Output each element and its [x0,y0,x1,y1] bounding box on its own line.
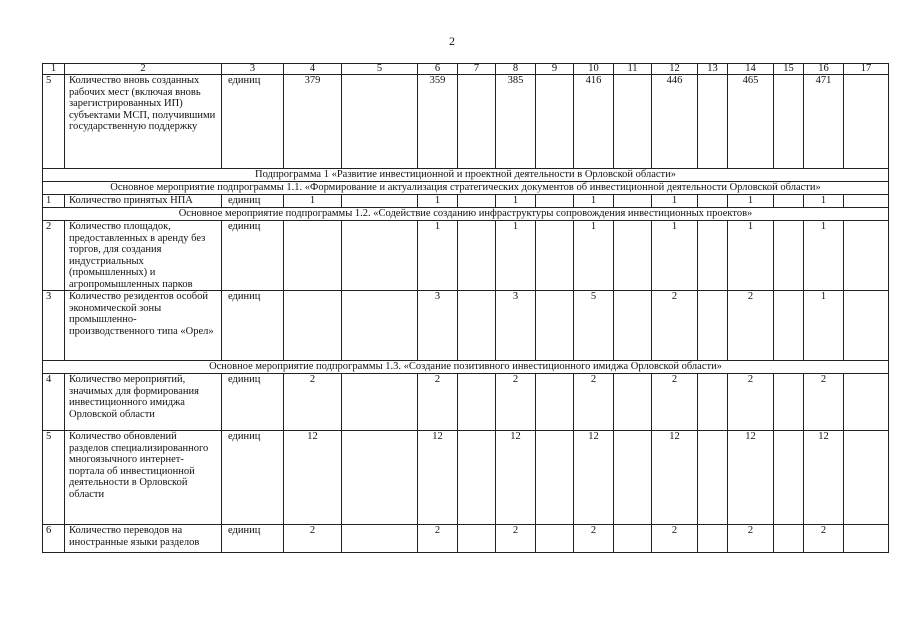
value-cell: 1 [652,221,698,291]
value-cell [844,525,889,553]
value-cell: 1 [574,195,614,208]
value-cell [458,195,496,208]
value-cell: 385 [496,75,536,169]
table-row [43,75,889,169]
row-number: 4 [43,374,65,431]
value-cell [774,75,804,169]
value-cell [698,221,728,291]
value-cell: 1 [496,221,536,291]
value-cell: 2 [728,525,774,553]
value-cell [774,374,804,431]
value-cell [458,431,496,525]
value-cell [614,374,652,431]
value-cell [614,221,652,291]
column-number: 10 [574,64,614,75]
value-cell [342,195,418,208]
value-cell [614,291,652,361]
value-cell: 379 [284,75,342,169]
value-cell: 471 [804,75,844,169]
column-number: 2 [65,64,222,75]
unit-cell: единиц [222,525,284,553]
section-header-row [43,182,889,195]
value-cell: 2 [574,374,614,431]
value-cell [342,374,418,431]
indicator-name: Количество вновь созданных рабочих мест (включая вновь зарегистрированных ИП) субъектами МСП, получившими государственную поддержку [65,75,222,169]
value-cell: 2 [284,374,342,431]
value-cell [844,291,889,361]
value-cell: 1 [496,195,536,208]
value-cell [844,374,889,431]
value-cell: 1 [804,221,844,291]
value-cell: 12 [418,431,458,525]
column-number-row [43,64,889,75]
value-cell: 2 [804,525,844,553]
value-cell [458,525,496,553]
value-cell [844,431,889,525]
column-number: 9 [536,64,574,75]
value-cell [774,525,804,553]
value-cell: 12 [284,431,342,525]
indicators-table [42,63,889,553]
row-number: 2 [43,221,65,291]
indicator-name: Количество площадок, предоставленных в аренду без торгов, для создания индустриальных (промышленных) и агропромышленных парков [65,221,222,291]
value-cell: 1 [418,221,458,291]
value-cell [284,291,342,361]
value-cell [342,291,418,361]
value-cell [614,195,652,208]
value-cell: 1 [804,195,844,208]
value-cell [614,525,652,553]
value-cell [536,374,574,431]
value-cell: 2 [652,525,698,553]
value-cell: 1 [418,195,458,208]
value-cell: 2 [418,374,458,431]
section-title: Основное мероприятие подпрограммы 1.1. «Формирование и актуализация стратегических документов об инвестиционной деятельности Орловской области» [43,182,889,195]
column-number: 5 [342,64,418,75]
value-cell: 2 [284,525,342,553]
table-row [43,291,889,361]
value-cell: 2 [728,374,774,431]
value-cell: 12 [728,431,774,525]
column-number: 8 [496,64,536,75]
column-number: 17 [844,64,889,75]
page-number: 2 [449,34,455,48]
value-cell: 465 [728,75,774,169]
section-title: Основное мероприятие подпрограммы 1.2. «Содействие созданию инфраструктуры сопровождения инвестиционных проектов» [43,208,889,221]
column-number: 4 [284,64,342,75]
value-cell [698,374,728,431]
value-cell: 1 [728,195,774,208]
table-row [43,525,889,553]
value-cell [458,221,496,291]
value-cell [458,374,496,431]
value-cell: 2 [496,525,536,553]
unit-cell: единиц [222,291,284,361]
section-title: Подпрограмма 1 «Развитие инвестиционной и проектной деятельности в Орловской области» [43,169,889,182]
value-cell [536,221,574,291]
indicator-name: Количество переводов на иностранные языки разделов [65,525,222,553]
value-cell: 1 [652,195,698,208]
value-cell: 2 [652,374,698,431]
value-cell [844,221,889,291]
column-number: 11 [614,64,652,75]
row-number: 5 [43,75,65,169]
value-cell [342,221,418,291]
column-number: 6 [418,64,458,75]
section-header-row [43,208,889,221]
value-cell [536,431,574,525]
value-cell: 12 [652,431,698,525]
value-cell: 446 [652,75,698,169]
value-cell: 3 [418,291,458,361]
table-row [43,431,889,525]
value-cell [342,525,418,553]
value-cell: 12 [574,431,614,525]
value-cell: 2 [496,374,536,431]
column-number: 15 [774,64,804,75]
indicator-name: Количество обновлений разделов специализированного многоязычного интернет-портала об инвестиционной деятельности в Орловской области [65,431,222,525]
value-cell: 2 [804,374,844,431]
column-number: 12 [652,64,698,75]
value-cell [284,221,342,291]
table-row [43,221,889,291]
indicator-name: Количество принятых НПА [65,195,222,208]
value-cell: 2 [574,525,614,553]
value-cell [774,221,804,291]
value-cell: 1 [728,221,774,291]
row-number: 3 [43,291,65,361]
value-cell: 12 [804,431,844,525]
value-cell [458,75,496,169]
value-cell [698,431,728,525]
value-cell [844,195,889,208]
unit-cell: единиц [222,75,284,169]
value-cell: 3 [496,291,536,361]
unit-cell: единиц [222,431,284,525]
value-cell: 12 [496,431,536,525]
value-cell: 1 [284,195,342,208]
indicator-name: Количество мероприятий, значимых для формирования инвестиционного имиджа Орловской области [65,374,222,431]
unit-cell: единиц [222,195,284,208]
value-cell [614,431,652,525]
column-number: 16 [804,64,844,75]
value-cell: 416 [574,75,614,169]
unit-cell: единиц [222,221,284,291]
row-number: 5 [43,431,65,525]
column-number: 14 [728,64,774,75]
value-cell: 359 [418,75,458,169]
value-cell [774,195,804,208]
section-header-row [43,169,889,182]
indicator-name: Количество резидентов особой экономической зоны промышленно-производственного типа «Орел» [65,291,222,361]
value-cell [536,195,574,208]
section-title: Основное мероприятие подпрограммы 1.3. «Создание позитивного инвестиционного имиджа Орловской области» [43,361,889,374]
value-cell [536,75,574,169]
value-cell [536,291,574,361]
row-number: 6 [43,525,65,553]
value-cell: 5 [574,291,614,361]
table-row [43,374,889,431]
value-cell: 2 [728,291,774,361]
value-cell: 1 [804,291,844,361]
value-cell: 2 [652,291,698,361]
column-number: 1 [43,64,65,75]
value-cell [844,75,889,169]
value-cell [698,291,728,361]
value-cell [698,75,728,169]
value-cell: 2 [418,525,458,553]
value-cell [342,75,418,169]
value-cell [774,291,804,361]
value-cell [536,525,574,553]
column-number: 7 [458,64,496,75]
value-cell: 1 [574,221,614,291]
column-number: 3 [222,64,284,75]
value-cell [342,431,418,525]
column-number: 13 [698,64,728,75]
value-cell [774,431,804,525]
value-cell [698,525,728,553]
value-cell [458,291,496,361]
value-cell [614,75,652,169]
section-header-row [43,361,889,374]
row-number: 1 [43,195,65,208]
value-cell [698,195,728,208]
unit-cell: единиц [222,374,284,431]
table-row [43,195,889,208]
